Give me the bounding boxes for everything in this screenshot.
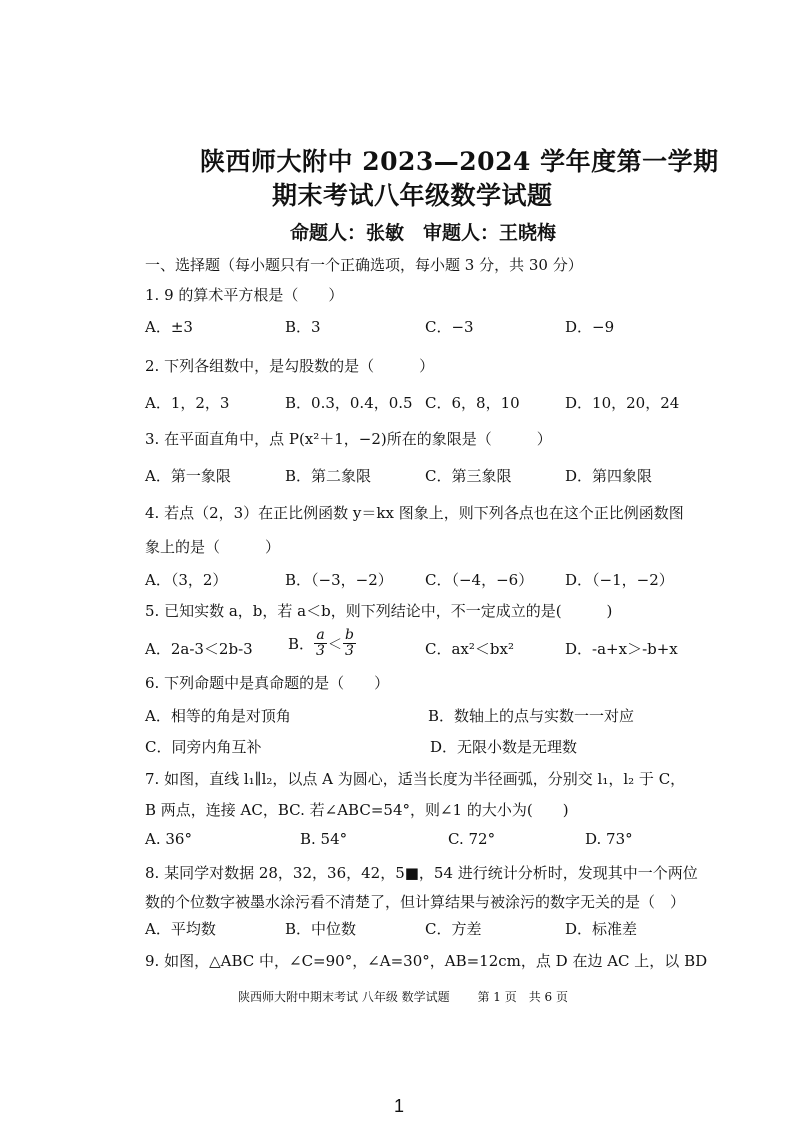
exam-title-line2: 期末考试八年级数学试题 xyxy=(272,181,553,210)
question-5-stem: 5. 已知实数 a，b，若 a＜b，则下列结论中，不一定成立的是( ) xyxy=(145,602,613,620)
question-1-stem: 1. 9 的算术平方根是（ ） xyxy=(145,286,344,304)
fraction-a-over-3 xyxy=(314,628,327,659)
question-8-stem-line2: 数的个位数字被墨水涂污看不清楚了，但计算结果与被涂污的数字无关的是（ ） xyxy=(145,893,686,911)
question-3-option-d: D．第四象限 xyxy=(565,467,653,485)
question-5-option-d: D．-a+x＞-b+x xyxy=(565,640,678,658)
question-8-option-d: D．标准差 xyxy=(565,920,638,938)
question-3-option-a: A．第一象限 xyxy=(145,467,231,485)
question-7-stem-line2: B 两点，连接 AC，BC. 若∠ABC=54°，则∠1 的大小为( ) xyxy=(145,801,569,819)
less-than-sign: ＜ xyxy=(327,636,342,653)
question-3-option-c: C．第三象限 xyxy=(425,467,512,485)
question-2-option-c: C．6，8，10 xyxy=(425,394,520,412)
fraction-denominator: 3 xyxy=(316,643,325,659)
question-4-option-c: C．（−4，−6） xyxy=(425,571,534,589)
fraction-denominator: 3 xyxy=(344,643,354,659)
question-5-option-b xyxy=(288,628,356,659)
question-3-stem: 3. 在平面直角中，点 P(x²＋1，−2)所在的象限是（ ） xyxy=(145,430,552,448)
question-6-option-d: D．无限小数是无理数 xyxy=(430,738,578,756)
question-5-option-b-label: B． xyxy=(288,635,315,653)
page-footer: 陕西师大附中期末考试 八年级 数学试题 第 1 页 共 6 页 xyxy=(238,990,568,1004)
question-6-stem: 6. 下列命题中是真命题的是（ ） xyxy=(145,674,390,692)
page-number: 1 xyxy=(394,1096,405,1116)
question-7-option-a: A. 36° xyxy=(145,830,192,848)
question-2-stem: 2. 下列各组数中，是勾股数的是（ ） xyxy=(145,357,435,375)
question-1-option-c: C．−3 xyxy=(425,318,474,336)
question-3-option-b: B．第二象限 xyxy=(285,467,372,485)
question-6-option-c: C．同旁内角互补 xyxy=(145,738,262,756)
question-1-option-d: D．−9 xyxy=(565,318,615,336)
question-7-option-b: B. 54° xyxy=(300,830,348,848)
question-4-option-b: B．（−3，−2） xyxy=(285,571,393,589)
exam-authors: 命题人：张敏 审题人：王晓梅 xyxy=(290,222,557,244)
fraction-b-over-3 xyxy=(343,628,356,659)
question-9-stem-line1: 9. 如图，△ABC 中，∠C=90°，∠A=30°，AB=12cm，点 D 在边 AC 上，以 BD xyxy=(145,952,708,970)
question-2-option-a: A．1，2，3 xyxy=(145,394,230,412)
question-6-option-b: B．数轴上的点与实数一一对应 xyxy=(428,707,635,725)
question-4-stem-line2: 象上的是（ ） xyxy=(145,538,281,556)
question-6-option-a: A．相等的角是对顶角 xyxy=(145,707,291,725)
question-1-option-a: A．±3 xyxy=(145,318,193,336)
question-5-option-a: A．2a-3＜2b-3 xyxy=(145,640,253,658)
question-8-option-c: C．方差 xyxy=(425,920,482,938)
question-8-option-b: B．中位数 xyxy=(285,920,357,938)
exam-title-line1: 陕西师大附中 2023—2024 学年度第一学期 xyxy=(200,147,719,176)
question-5-option-c: C．ax²＜bx² xyxy=(425,640,514,658)
question-4-stem-line1: 4. 若点（2，3）在正比例函数 y＝kx 图象上，则下列各点也在这个正比例函数图 xyxy=(145,504,684,522)
question-7-option-d: D. 73° xyxy=(585,830,633,848)
question-8-option-a: A．平均数 xyxy=(145,920,216,938)
question-4-option-d: D．（−1，−2） xyxy=(565,571,674,589)
question-7-option-c: C. 72° xyxy=(448,830,496,848)
fraction-numerator: a xyxy=(316,627,325,643)
question-2-option-d: D．10，20，24 xyxy=(565,394,680,412)
question-4-option-a: A．（3，2） xyxy=(145,571,228,589)
question-2-option-b: B．0.3，0.4，0.5 xyxy=(285,394,413,412)
section-heading: 一、选择题（每小题只有一个正确选项，每小题 3 分，共 30 分） xyxy=(145,256,583,274)
question-8-stem-line1: 8. 某同学对数据 28，32，36，42，5■，54 进行统计分析时，发现其中一个两位 xyxy=(145,864,698,882)
fraction-numerator: b xyxy=(344,627,354,643)
question-1-option-b: B．3 xyxy=(285,318,321,336)
question-7-stem-line1: 7. 如图，直线 l₁∥l₂，以点 A 为圆心，适当长度为半径画弧，分别交 l₁，l₂ 于 C， xyxy=(145,770,686,788)
